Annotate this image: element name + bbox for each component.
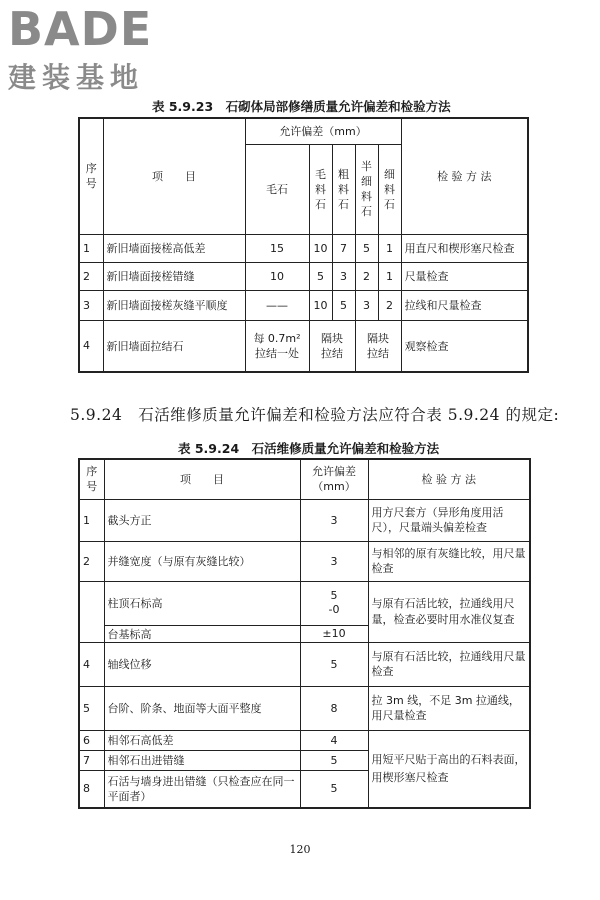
row-method: 拉 3m 线，不足 3m 拉通线，用尺量检查 [368,686,530,730]
row-tolerance: 5 -0 [300,581,368,625]
row-tolerance: ±10 [300,625,368,642]
row-no: 8 [79,770,104,808]
table2-header-item: 项 目 [104,459,300,499]
row-method: 用直尺和楔形塞尺检查 [401,234,528,262]
row-method: 用方尺套方（异形角度用活尺），尺量端头偏差检查 [368,499,530,541]
row-value: 15 [245,234,309,262]
row-value: 5 [355,234,378,262]
row-item: 新旧墙面拉结石 [103,320,245,372]
row-tolerance: 3 [300,541,368,581]
row-item: 新旧墙面接槎错缝 [103,262,245,290]
row-value: 隔块拉结 [309,320,355,372]
row-tolerance: 8 [300,686,368,730]
row-value: 3 [355,290,378,320]
logo [8,4,178,96]
table-row [79,730,530,750]
table1-caption: 表 5.9.23 石砌体局部修缮质量允许偏差和检验方法 [152,99,451,114]
table1-col-rubble: 毛石 [245,144,309,234]
row-item: 并缝宽度（与原有灰缝比较） [104,541,300,581]
table2-header-tolerance: 允许偏差（mm） [300,459,368,499]
row-value: 10 [245,262,309,290]
row-no: 3 [79,290,103,320]
row-value: 5 [309,262,332,290]
table-row [79,541,530,581]
table1-col-semi-fine: 半细料石 [355,144,378,234]
table-row [79,234,528,262]
row-item: 相邻石出进错缝 [104,750,300,770]
row-item: 新旧墙面接槎高低差 [103,234,245,262]
row-method: 与原有石活比较，拉通线用尺量，检查必要时用水准仪复查 [368,581,530,642]
row-method: 拉线和尺量检查 [401,290,528,320]
table-row [79,262,528,290]
table2-header-seq: 序号 [79,459,104,499]
row-value: 5 [332,290,355,320]
row-method: 尺量检查 [401,262,528,290]
row-tolerance: 4 [300,730,368,750]
row-no: 6 [79,730,104,750]
table1-col-coarse: 粗料石 [332,144,355,234]
table1-col-rough-dressed: 毛料石 [309,144,332,234]
row-no: 4 [79,320,103,372]
row-item: 台基标高 [104,625,300,642]
clause-paragraph: 5.9.24 石活维修质量允许偏差和检验方法应符合表 5.9.24 的规定: [70,406,560,424]
row-no: 2 [79,541,104,581]
row-method: 观察检查 [401,320,528,372]
table2 [78,458,531,809]
row-tolerance: 5 [300,770,368,808]
row-value: 每 0.7m² 拉结一处 [245,320,309,372]
row-method: 与原有石活比较，拉通线用尺量检查 [368,642,530,686]
row-method: 与相邻的原有灰缝比较，用尺量检查 [368,541,530,581]
table1-header-item: 项 目 [103,118,245,234]
table-row [79,642,530,686]
row-value: 2 [378,290,401,320]
row-value: 3 [332,262,355,290]
row-no: 4 [79,642,104,686]
row-item: 石活与墙身进出错缝（只检查应在同一平面者） [104,770,300,808]
table2-header-method: 检 验 方 法 [368,459,530,499]
row-value: 1 [378,262,401,290]
row-value: 10 [309,290,332,320]
row-item: 新旧墙面接槎灰缝平顺度 [103,290,245,320]
table1-col-fine: 细料石 [378,144,401,234]
row-value: 1 [378,234,401,262]
table-row [79,686,530,730]
row-item: 台阶、阶条、地面等大面平整度 [104,686,300,730]
row-value: —— [245,290,309,320]
row-item: 轴线位移 [104,642,300,686]
table-row [79,499,530,541]
table1-header-group: 允许偏差（mm） [245,118,401,144]
row-no: 1 [79,499,104,541]
row-value: 10 [309,234,332,262]
logo-wordmark: BADE [8,2,153,56]
row-no: 2 [79,262,103,290]
row-no [79,581,104,642]
row-value: 7 [332,234,355,262]
page-number: 120 [289,843,311,856]
table1 [78,117,529,373]
row-value: 隔块拉结 [355,320,401,372]
row-tolerance: 5 [300,750,368,770]
row-tolerance: 5 [300,642,368,686]
table-row [79,581,530,625]
row-item: 截头方正 [104,499,300,541]
table2-caption: 表 5.9.24 石活维修质量允许偏差和检验方法 [178,441,440,456]
row-method: 用短平尺贴于高出的石料表面，用楔形塞尺检查 [368,730,530,808]
row-no: 7 [79,750,104,770]
table1-header-seq: 序号 [79,118,103,234]
row-no: 5 [79,686,104,730]
logo-subtitle: 建装基地 [8,61,145,94]
table-row [79,320,528,372]
table-row [79,290,528,320]
row-no: 1 [79,234,103,262]
row-item: 柱顶石标高 [104,581,300,625]
row-item: 相邻石高低差 [104,730,300,750]
row-tolerance: 3 [300,499,368,541]
row-value: 2 [355,262,378,290]
table1-header-method: 检 验 方 法 [401,118,528,234]
